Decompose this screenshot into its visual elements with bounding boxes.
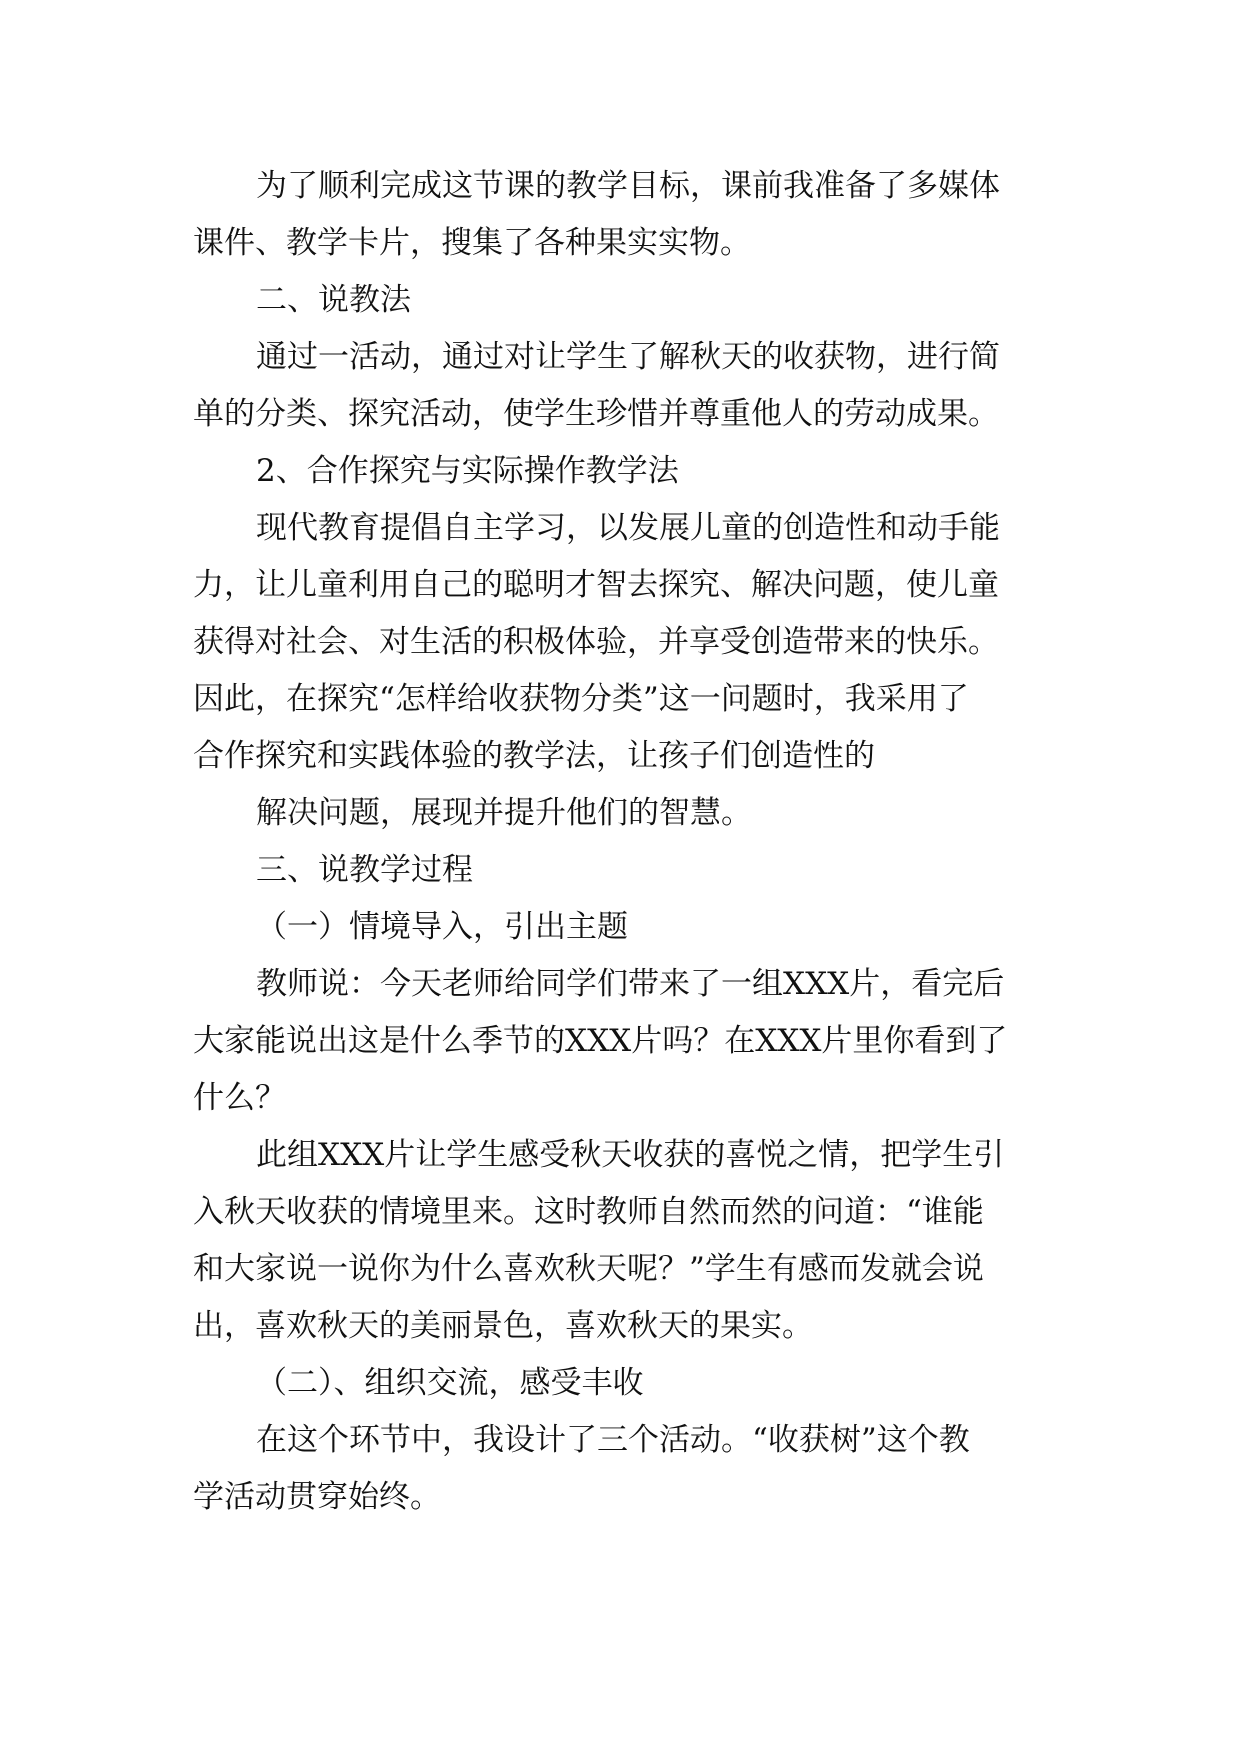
paragraph-line: 学活动贯穿始终。 — [193, 1479, 441, 1515]
paragraph-line: 获得对社会、对生活的积极体验，并享受创造带来的快乐。 — [193, 624, 999, 660]
paragraph-line: 此组XXX片让学生感受秋天收获的喜悦之情，把学生引 — [256, 1137, 1005, 1173]
paragraph-line: 现代教育提倡自主学习，以发展儿童的创造性和动手能 — [256, 510, 1000, 546]
paragraph-line: 教师说：今天老师给同学们带来了一组XXX片，看完后 — [256, 966, 1005, 1002]
subsection-heading: （一）情境导入，引出主题 — [256, 909, 628, 945]
subsection-heading: 2、合作探究与实际操作教学法 — [256, 453, 679, 489]
paragraph-line: 在这个环节中，我设计了三个活动。“收获树”这个教 — [256, 1422, 970, 1458]
paragraph-line: 解决问题，展现并提升他们的智慧。 — [256, 795, 752, 831]
section-heading: 三、说教学过程 — [256, 852, 473, 888]
paragraph-line: 为了顺利完成这节课的教学目标，课前我准备了多媒体 — [256, 168, 1000, 204]
paragraph-line: 课件、教学卡片，搜集了各种果实实物。 — [193, 225, 751, 261]
paragraph-line: 什么？ — [193, 1080, 286, 1116]
paragraph-line: 合作探究和实践体验的教学法，让孩子们创造性的 — [193, 738, 875, 774]
paragraph-line: 因此，在探究“怎样给收获物分类”这一问题时，我采用了 — [193, 681, 969, 717]
section-heading: 二、说教法 — [256, 282, 411, 318]
paragraph-line: 出，喜欢秋天的美丽景色，喜欢秋天的果实。 — [193, 1308, 813, 1344]
paragraph-line: 和大家说一说你为什么喜欢秋天呢？”学生有感而发就会说 — [193, 1251, 984, 1287]
subsection-heading: （二）、组织交流，感受丰收 — [256, 1365, 644, 1401]
paragraph-line: 通过一活动，通过对让学生了解秋天的收获物，进行简 — [256, 339, 1000, 375]
paragraph-line: 大家能说出这是什么季节的XXX片吗？在XXX片里你看到了 — [193, 1023, 1008, 1059]
paragraph-line: 入秋天收获的情境里来。这时教师自然而然的问道：“谁能 — [193, 1194, 984, 1230]
paragraph-line: 单的分类、探究活动，使学生珍惜并尊重他人的劳动成果。 — [193, 396, 999, 432]
paragraph-line: 力，让儿童利用自己的聪明才智去探究、解决问题，使儿童 — [193, 567, 999, 603]
